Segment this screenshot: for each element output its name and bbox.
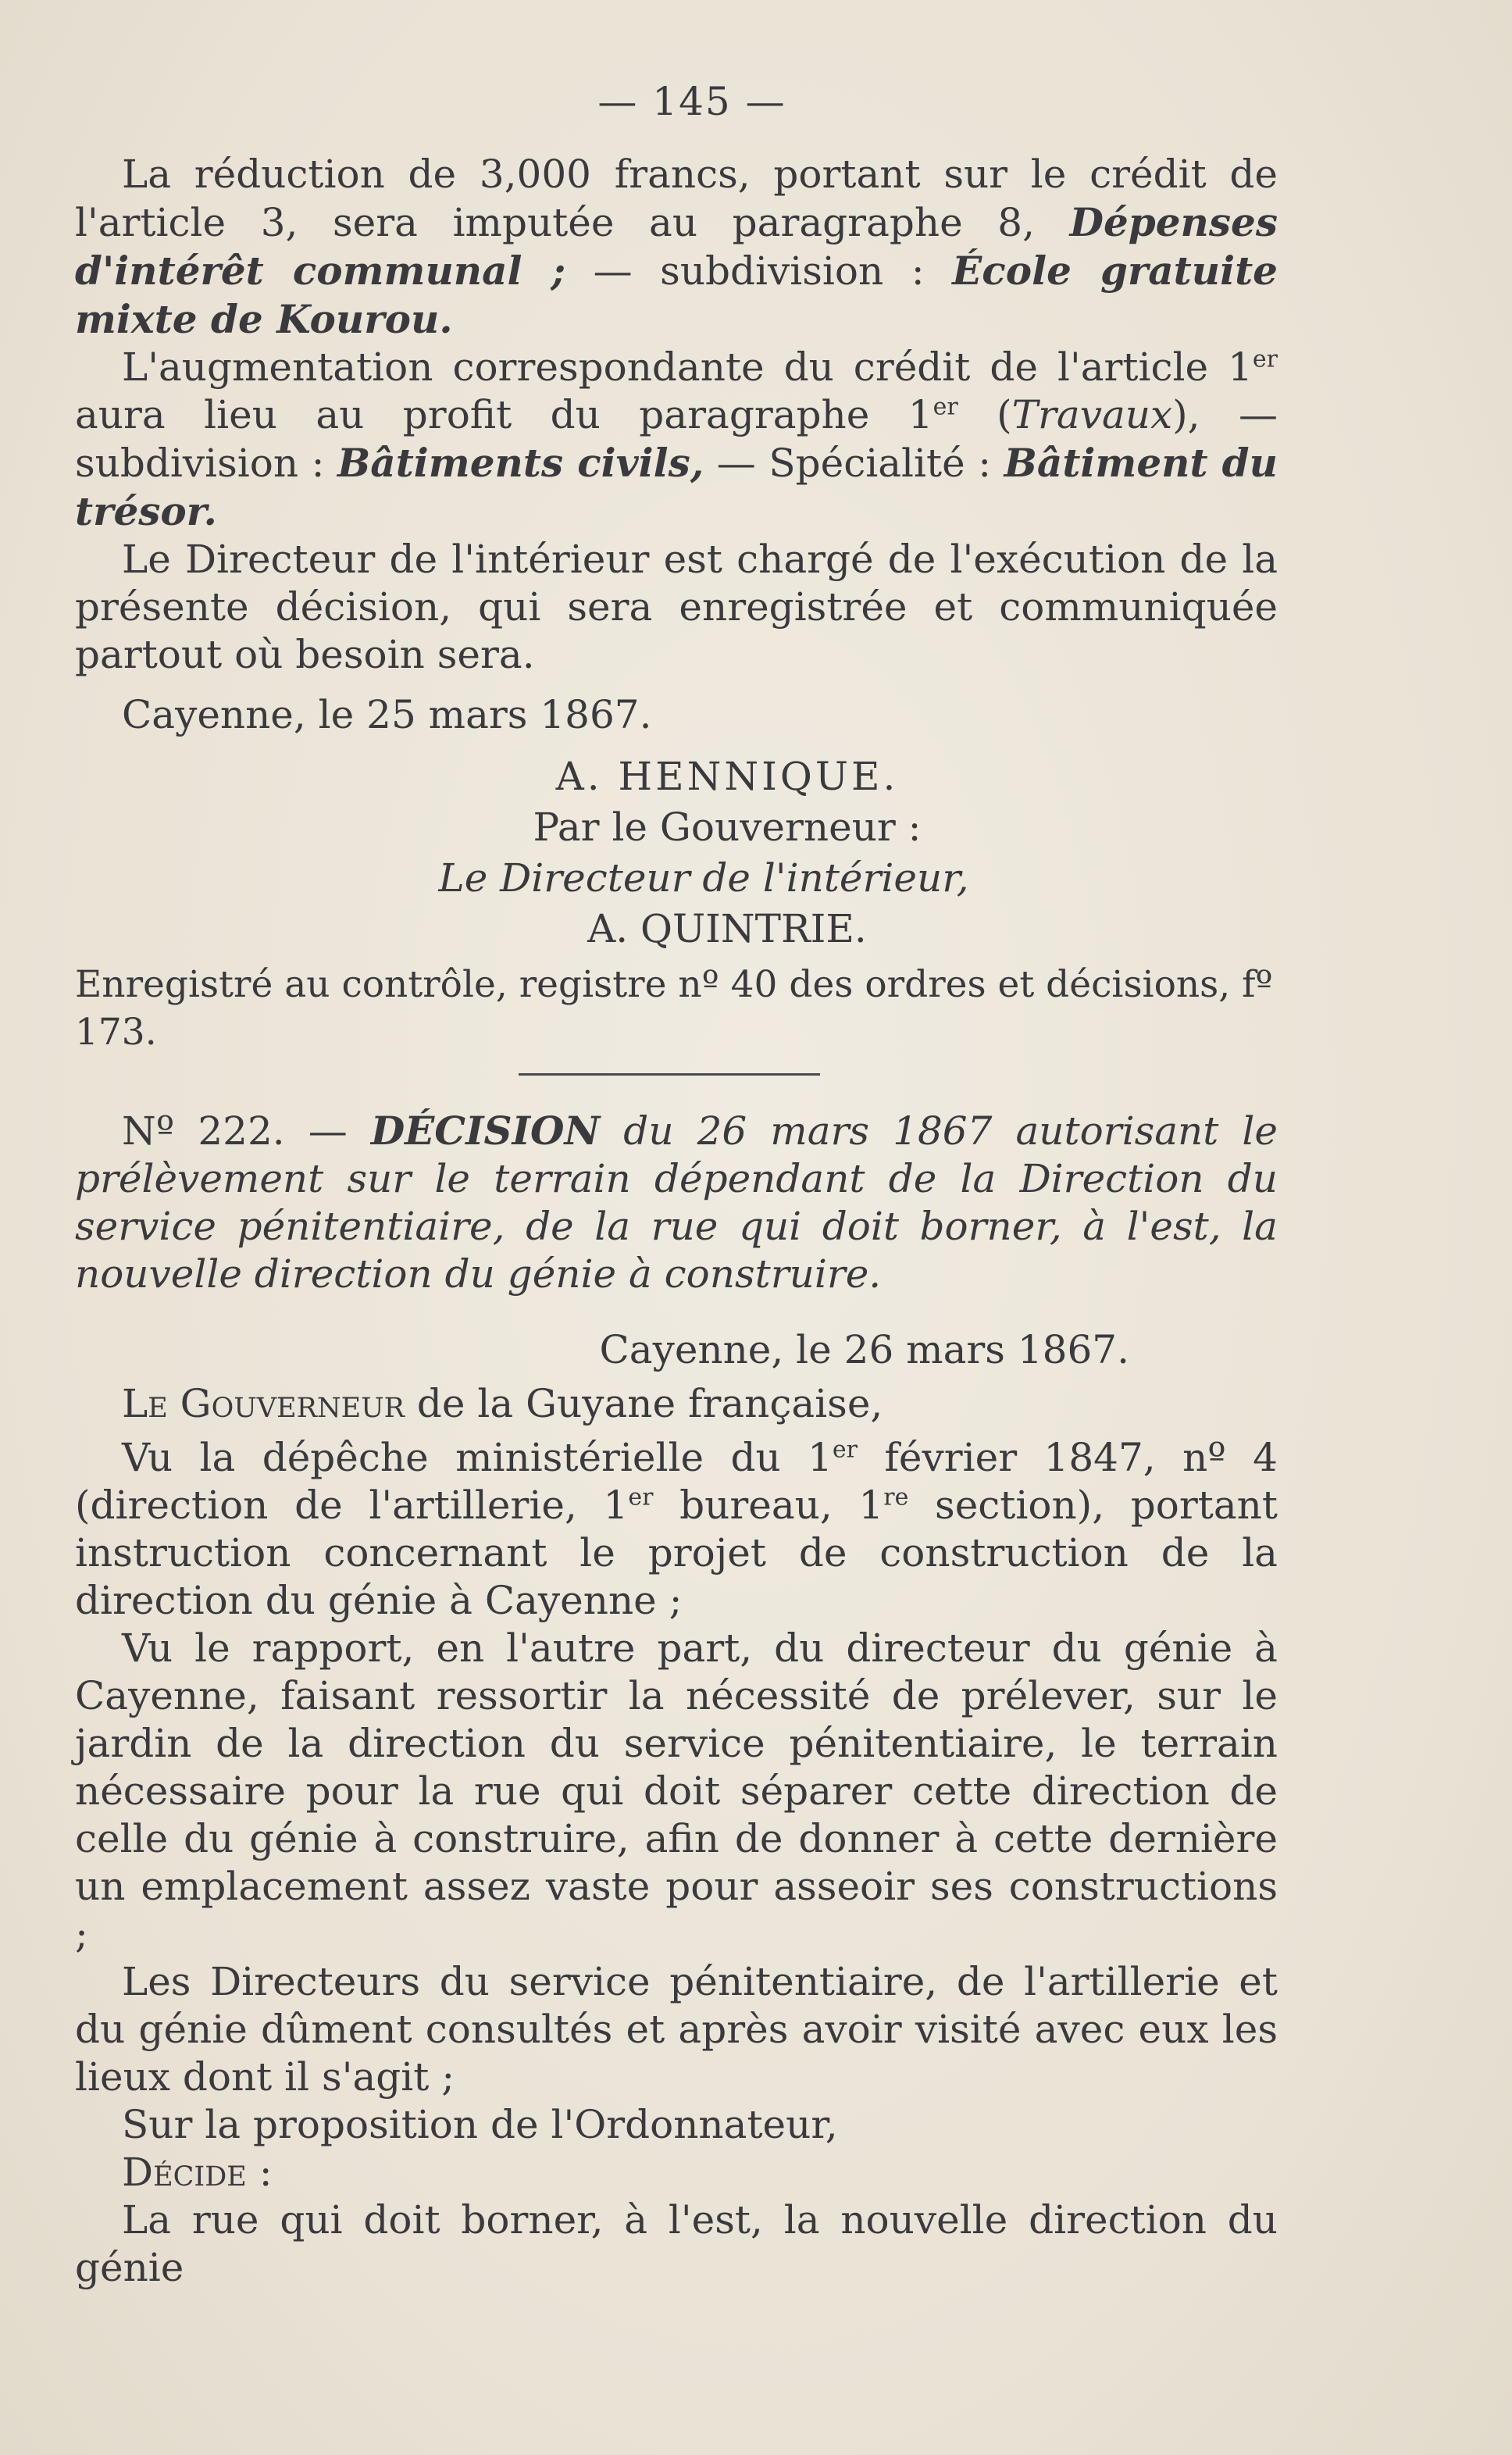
paragraph-augmentation xyxy=(75,344,1278,536)
paragraph-directeurs: Les Directeurs du service pénitentiaire, de l'artillerie et du génie dûment consultés et après avoir visité avec eux les lieux dont il s'agit ; xyxy=(75,1959,1278,2100)
superscript: er xyxy=(1252,345,1278,373)
signature-name-2: A. QUINTRIE. xyxy=(587,906,867,951)
superscript: re xyxy=(883,1483,909,1511)
text: aura lieu au profit du paragraphe 1 xyxy=(75,392,933,437)
text: ( xyxy=(957,392,1012,437)
signature-title: Le Directeur de l'intérieur, xyxy=(438,855,969,901)
paragraph-reduction xyxy=(75,151,1278,344)
decision-heading xyxy=(75,1107,1278,1298)
text: ), — subdivision : xyxy=(75,392,1278,486)
text: La réduction de 3,000 francs, portant sur le crédit de l'article 3, sera imputée au paragraphe 8, xyxy=(75,152,1278,245)
governor-title: Le Gouverneur xyxy=(122,1381,405,1426)
text-italic: École gratuite mixte de Kourou. xyxy=(75,248,1278,342)
text: février 1847, nº 4 (direction de l'artillerie, 1 xyxy=(75,1435,1278,1528)
paragraph-last: La rue qui doit borner, à l'est, la nouvelle direction du génie xyxy=(75,2197,1278,2290)
superscript: er xyxy=(933,393,958,421)
text: — Spécialité : xyxy=(704,441,1004,486)
decision-label: DÉCISION xyxy=(370,1108,601,1154)
paragraph-execution: Le Directeur de l'intérieur est chargé de l'exécution de la présente décision, qui sera enregistrée et communiquée partout où besoin sera. xyxy=(75,537,1278,677)
text-italic: Bâtiment du trésor. xyxy=(75,440,1278,534)
text: L'augmentation correspondante du crédit de l'article 1 xyxy=(122,344,1253,390)
text-italic: Dépenses d'intérêt communal ; xyxy=(75,199,1278,294)
page-number: — 145 — xyxy=(597,79,786,124)
governor-line xyxy=(75,1380,1278,1428)
registration-note: Enregistré au contrôle, registre nº 40 des ordres et décisions, fº 173. xyxy=(75,963,1273,1054)
paragraph-proposition: Sur la proposition de l'Ordonnateur, xyxy=(122,2102,838,2147)
decision-title: du 26 mars 1867 autorisant le prélèvement sur le terrain dépendant de la Direction du service pénitentiaire, de la rue qui doit borner, à l'est, la nouvelle direction du génie à construire. xyxy=(75,1108,1278,1297)
signature-by: Par le Gouverneur : xyxy=(533,805,922,850)
text: section), portant instruction concernant le projet de construction de la direction du génie à Cayenne ; xyxy=(75,1483,1278,1623)
text: de la Guyane française, xyxy=(404,1381,883,1426)
signature-name: A. HENNIQUE. xyxy=(555,754,899,799)
paragraph-vu-depeche xyxy=(75,1434,1278,1625)
text-italic: Bâtiments civils, xyxy=(337,440,704,486)
superscript: er xyxy=(628,1483,654,1511)
text: — subdivision : xyxy=(565,248,953,294)
superscript: er xyxy=(832,1436,858,1464)
text: bureau, 1 xyxy=(653,1483,884,1528)
decision-date: Cayenne, le 26 mars 1867. xyxy=(599,1327,1129,1372)
text-column xyxy=(75,78,1278,2292)
date-line: Cayenne, le 25 mars 1867. xyxy=(122,692,652,737)
decision-number: Nº 222. — xyxy=(122,1108,371,1154)
separator-rule xyxy=(519,1073,820,1076)
text: Vu la dépêche ministérielle du 1 xyxy=(122,1435,833,1480)
decide-label: Décide : xyxy=(122,2150,273,2195)
text-italic: Travaux xyxy=(1011,392,1173,437)
paragraph-vu-rapport: Vu le rapport, en l'autre part, du directeur du génie à Cayenne, faisant ressortir la nécessité de prélever, sur le jardin de la direction du service pénitentiaire, le terrain nécessaire pour la rue qui doit séparer cette direction de celle du génie à construire, afin de donner à cette dernière un emplacement assez vaste pour asseoir ses constructions ; xyxy=(75,1625,1278,1957)
